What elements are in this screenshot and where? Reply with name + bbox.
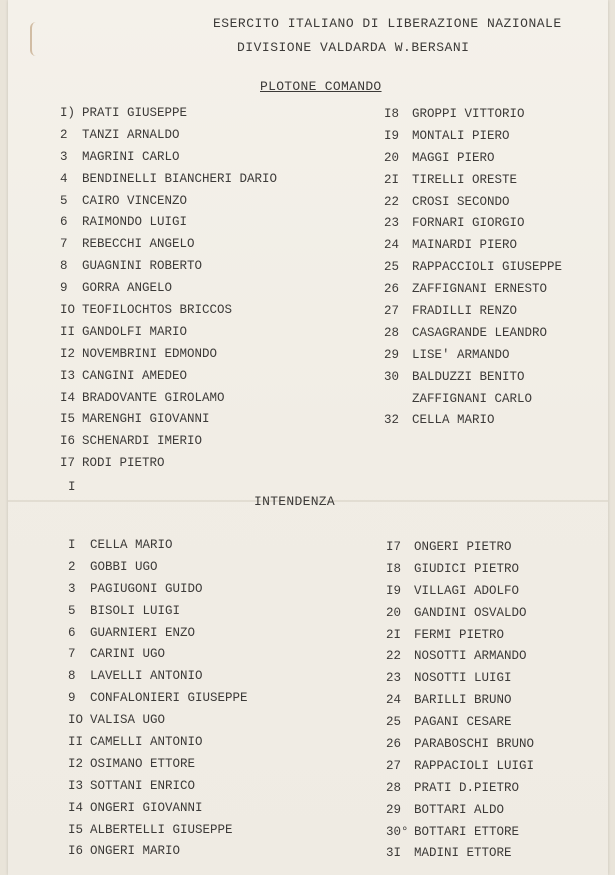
entry-name: PRATI D.PIETRO (414, 780, 520, 795)
entry-name: RAIMONDO LUIGI (82, 215, 188, 230)
entry-name: MADINI ETTORE (414, 846, 512, 861)
roster-entry (68, 820, 248, 842)
entry-number: I9 (386, 583, 402, 598)
roster-entry (384, 410, 562, 432)
entry-number: I3 (68, 778, 84, 793)
roster-entry (384, 367, 562, 389)
entry-name: BISOLI LUIGI (90, 603, 181, 618)
intendenza-right-list (386, 537, 534, 865)
entry-name: GORRA ANGELO (82, 281, 173, 296)
intendenza-left-list (68, 535, 248, 863)
entry-name: CONFALONIERI GIUSEPPE (90, 691, 248, 706)
roster-entry (60, 169, 277, 191)
roster-entry (384, 345, 562, 367)
document-page (8, 0, 608, 875)
entry-number (384, 389, 412, 411)
roster-entry (386, 625, 534, 647)
entry-number: I8 (384, 107, 400, 121)
entry-name: FRADILLI RENZO (412, 304, 518, 319)
roster-entry (384, 301, 562, 323)
entry-number: 8 (68, 669, 76, 684)
entry-number: 22 (384, 194, 400, 209)
entry-number: 7 (60, 237, 68, 252)
entry-name: ALBERTELLI GIUSEPPE (90, 822, 233, 837)
entry-name: VILLAGI ADOLFO (414, 583, 520, 598)
entry-number: 4 (60, 171, 68, 186)
entry-name: CASAGRANDE LEANDRO (412, 325, 548, 340)
roster-entry (386, 822, 534, 844)
entry-number: 30° (386, 824, 409, 839)
roster-entry (60, 388, 277, 410)
entry-number: 9 (60, 281, 68, 296)
roster-entry (384, 323, 562, 345)
roster-entry (60, 322, 277, 344)
entry-number: I6 (68, 844, 84, 859)
roster-entry (384, 148, 562, 170)
entry-number: 2I (386, 627, 402, 642)
entry-number: 2 (60, 127, 68, 142)
entry-number: 6 (60, 215, 68, 230)
entry-number: 20 (386, 605, 402, 620)
roster-entry (384, 170, 562, 192)
roster-entry (68, 557, 248, 579)
staple-mark (30, 22, 42, 56)
entry-number: I3 (60, 368, 76, 383)
entry-number: I4 (60, 390, 76, 405)
roster-entry (386, 778, 534, 800)
entry-name: SCHENARDI IMERIO (82, 434, 203, 449)
stray-mark: I (68, 480, 76, 494)
roster-entry (68, 732, 248, 754)
roster-entry (386, 559, 534, 581)
entry-name: ONGERI PIETRO (414, 540, 512, 554)
entry-number: 20 (384, 150, 400, 165)
entry-number: 3 (68, 581, 76, 596)
roster-entry (60, 300, 277, 322)
roster-entry (386, 843, 534, 865)
entry-name: VALISA UGO (90, 713, 166, 728)
entry-number: 2I (384, 172, 400, 187)
roster-entry (60, 103, 277, 125)
entry-number: 3I (386, 846, 402, 861)
entry-name: BRADOVANTE GIROLAMO (82, 390, 225, 405)
entry-number: 3 (60, 149, 68, 164)
entry-number: I9 (384, 128, 400, 143)
roster-entry (68, 579, 248, 601)
roster-entry (384, 104, 562, 126)
roster-entry (68, 688, 248, 710)
entry-number: I7 (60, 456, 76, 471)
entry-number: II (68, 735, 84, 750)
entry-name: GOBBI UGO (90, 559, 158, 574)
roster-entry (60, 234, 277, 256)
section-title-intendenza: INTENDENZA (254, 494, 336, 509)
roster-entry (68, 798, 248, 820)
entry-number: I4 (68, 800, 84, 815)
entry-number: I2 (60, 346, 76, 361)
entry-number: 7 (68, 647, 76, 662)
entry-number: I7 (386, 540, 402, 554)
entry-number: IO (60, 303, 76, 318)
roster-entry (60, 256, 277, 278)
entry-number: 30 (384, 369, 400, 384)
roster-entry (384, 192, 562, 214)
entry-number: 28 (384, 325, 400, 340)
entry-name: BALDUZZI BENITO (412, 369, 525, 384)
roster-entry (384, 235, 562, 257)
roster-entry (68, 710, 248, 732)
roster-entry (386, 800, 534, 822)
plotone-left-list (60, 103, 277, 475)
roster-entry (384, 279, 562, 301)
roster-entry (60, 191, 277, 213)
entry-name: CELLA MARIO (412, 413, 495, 428)
entry-name: MARENGHI GIOVANNI (82, 412, 210, 427)
entry-number: 23 (384, 216, 400, 231)
roster-entry (68, 623, 248, 645)
entry-name: BARILLI BRUNO (414, 693, 512, 708)
roster-entry (386, 690, 534, 712)
entry-name: RAPPACCIOLI GIUSEPPE (412, 260, 563, 275)
entry-name: BOTTARI ALDO (414, 802, 505, 817)
entry-name: ONGERI MARIO (90, 844, 181, 859)
roster-entry (384, 126, 562, 148)
plotone-right-list (384, 104, 562, 432)
entry-name: SOTTANI ENRICO (90, 778, 196, 793)
entry-number: 8 (60, 259, 68, 274)
roster-entry (68, 776, 248, 798)
entry-name: RODI PIETRO (82, 456, 165, 471)
roster-entry (60, 366, 277, 388)
entry-name: ONGERI GIOVANNI (90, 800, 203, 815)
roster-entry (68, 644, 248, 666)
entry-number: I6 (60, 434, 76, 449)
roster-entry (68, 535, 248, 557)
entry-name: CARINI UGO (90, 647, 166, 662)
entry-name: TEOFILOCHTOS BRICCOS (82, 303, 233, 318)
roster-entry (386, 668, 534, 690)
roster-entry (384, 257, 562, 279)
entry-name: CROSI SECONDO (412, 194, 510, 209)
entry-name: NOSOTTI ARMANDO (414, 649, 527, 664)
entry-name: BENDINELLI BIANCHERI DARIO (82, 171, 278, 186)
entry-number: 5 (60, 193, 68, 208)
entry-name: PRATI GIUSEPPE (82, 106, 188, 120)
entry-number: 24 (386, 693, 402, 708)
entry-name: GUAGNINI ROBERTO (82, 259, 203, 274)
entry-number: I) (60, 106, 76, 120)
entry-number: 28 (386, 780, 402, 795)
entry-name: RAPPACIOLI LUIGI (414, 758, 535, 773)
entry-number: 23 (386, 671, 402, 686)
entry-name: FERMI PIETRO (414, 627, 505, 642)
header-army: ESERCITO ITALIANO DI LIBERAZIONE NAZIONALE (213, 16, 562, 31)
entry-name: MONTALI PIERO (412, 128, 510, 143)
entry-name: TANZI ARNALDO (82, 127, 180, 142)
entry-number: I8 (386, 561, 402, 576)
entry-number: 2 (68, 559, 76, 574)
entry-number: 25 (384, 260, 400, 275)
roster-entry (386, 756, 534, 778)
entry-name: ZAFFIGNANI CARLO (412, 391, 533, 406)
roster-entry (384, 213, 562, 235)
entry-number: 9 (68, 691, 76, 706)
entry-number: II (60, 324, 76, 339)
roster-entry (386, 712, 534, 734)
entry-name: LAVELLI ANTONIO (90, 669, 203, 684)
entry-number: 27 (384, 304, 400, 319)
section-title-plotone: PLOTONE COMANDO (260, 79, 382, 94)
roster-entry (386, 646, 534, 668)
roster-entry (60, 147, 277, 169)
entry-name: ZAFFIGNANI ERNESTO (412, 282, 548, 297)
roster-entry (60, 453, 277, 475)
entry-name: FORNARI GIORGIO (412, 216, 525, 231)
entry-name: GANDINI OSVALDO (414, 605, 527, 620)
entry-name: GANDOLFI MARIO (82, 324, 188, 339)
roster-entry (60, 409, 277, 431)
entry-name: CELLA MARIO (90, 538, 173, 552)
entry-name: LISE' ARMANDO (412, 347, 510, 362)
roster-entry (60, 125, 277, 147)
entry-name: TIRELLI ORESTE (412, 172, 518, 187)
entry-name: NOSOTTI LUIGI (414, 671, 512, 686)
entry-number: 26 (384, 282, 400, 297)
entry-name: NOVEMBRINI EDMONDO (82, 346, 218, 361)
roster-entry (60, 431, 277, 453)
entry-number: 22 (386, 649, 402, 664)
entry-name: GIUDICI PIETRO (414, 561, 520, 576)
entry-number: IO (68, 713, 84, 728)
entry-name: BOTTARI ETTORE (414, 824, 520, 839)
roster-entry (386, 734, 534, 756)
entry-name: CANGINI AMEDEO (82, 368, 188, 383)
entry-name: CAIRO VINCENZO (82, 193, 188, 208)
entry-number: 25 (386, 715, 402, 730)
entry-name: MAGGI PIERO (412, 150, 495, 165)
entry-name: PARABOSCHI BRUNO (414, 737, 535, 752)
entry-number: I2 (68, 756, 84, 771)
entry-number: 24 (384, 238, 400, 253)
roster-entry (68, 841, 248, 863)
entry-number: 32 (384, 413, 400, 428)
roster-entry (386, 537, 534, 559)
roster-entry (386, 581, 534, 603)
roster-entry (68, 666, 248, 688)
header-division: DIVISIONE VALDARDA W.BERSANI (237, 40, 470, 55)
entry-name: GUARNIERI ENZO (90, 625, 196, 640)
roster-entry (60, 212, 277, 234)
entry-number: 29 (384, 347, 400, 362)
entry-number: 27 (386, 758, 402, 773)
entry-name: MAINARDI PIERO (412, 238, 518, 253)
entry-name: REBECCHI ANGELO (82, 237, 195, 252)
entry-name: GROPPI VITTORIO (412, 107, 525, 121)
entry-number: I5 (68, 822, 84, 837)
entry-number: 29 (386, 802, 402, 817)
entry-name: MAGRINI CARLO (82, 149, 180, 164)
entry-name: OSIMANO ETTORE (90, 756, 196, 771)
roster-entry (386, 603, 534, 625)
entry-number: 5 (68, 603, 76, 618)
entry-number: 6 (68, 625, 76, 640)
roster-entry (60, 278, 277, 300)
entry-name: CAMELLI ANTONIO (90, 735, 203, 750)
entry-number: 26 (386, 737, 402, 752)
roster-entry (60, 344, 277, 366)
entry-name: PAGIUGONI GUIDO (90, 581, 203, 596)
roster-entry (68, 754, 248, 776)
entry-number: I (68, 538, 76, 552)
roster-entry (68, 601, 248, 623)
entry-name: PAGANI CESARE (414, 715, 512, 730)
roster-entry (384, 389, 562, 411)
entry-number: I5 (60, 412, 76, 427)
